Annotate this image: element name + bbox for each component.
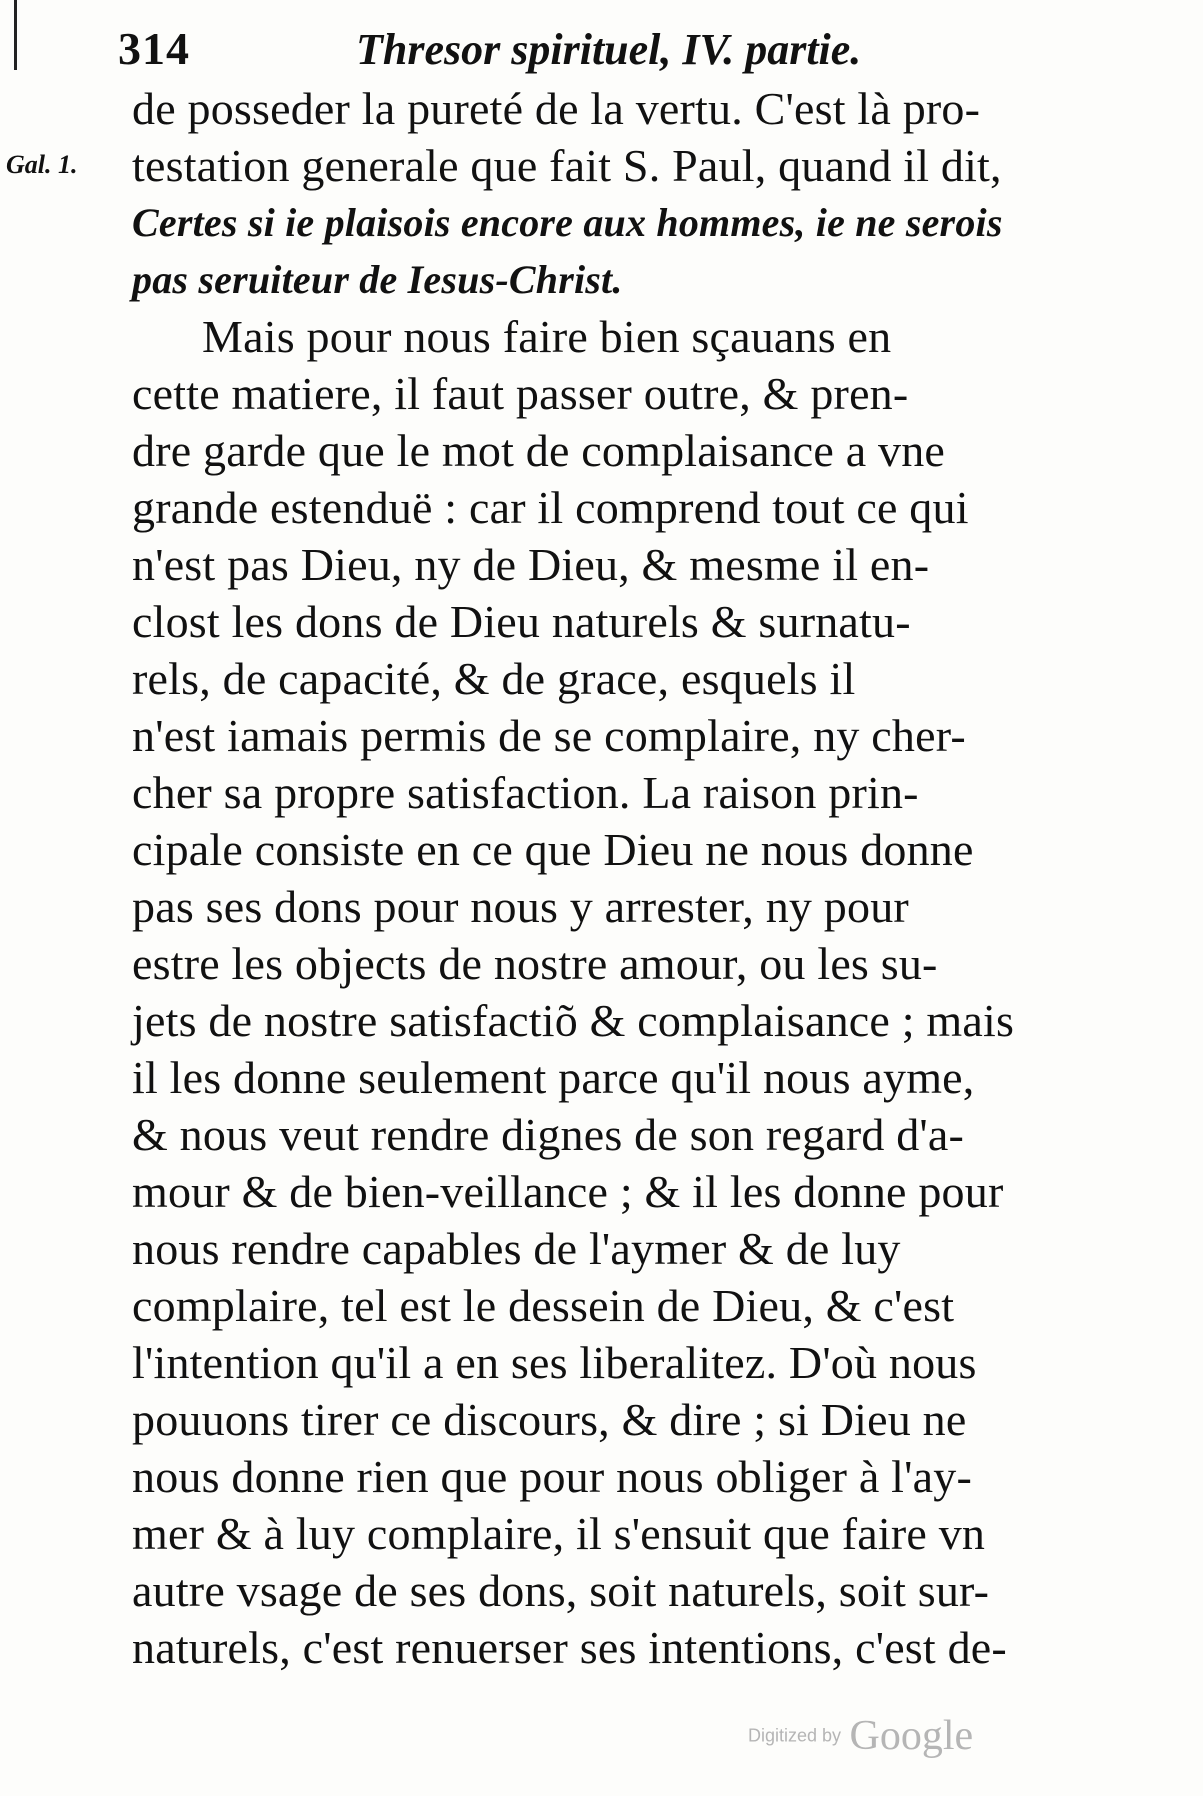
- text-line: nous donne rien que pour nous obliger à l'ay-: [132, 1451, 972, 1502]
- text-line: rels, de capacité, & de grace, esquels il: [132, 653, 856, 704]
- watermark-prefix: Digitized by: [748, 1725, 842, 1746]
- text-line: jets de nostre satisfactiõ & complaisance ; mais: [132, 995, 1015, 1046]
- text-line: mour & de bien-veillance ; & il les donne pour: [132, 1166, 1004, 1217]
- digitization-watermark: [748, 1712, 973, 1760]
- quotation-line: pas seruiteur de Iesus-Christ.: [132, 257, 623, 302]
- watermark-brand: Google: [849, 1713, 974, 1759]
- text-line: il les donne seulement parce qu'il nous ayme,: [132, 1052, 975, 1103]
- text-line: pouuons tirer ce discours, & dire ; si Dieu ne: [132, 1394, 967, 1445]
- text-line: nous rendre capables de l'aymer & de luy: [132, 1223, 901, 1274]
- text-line: clost les dons de Dieu naturels & surnatu-: [132, 596, 911, 647]
- text-line: n'est iamais permis de se complaire, ny cher-: [132, 710, 966, 761]
- text-line: cette matiere, il faut passer outre, & pren-: [132, 368, 909, 419]
- text-line: de posseder la pureté de la vertu. C'est là pro-: [132, 83, 981, 134]
- body-text: [132, 80, 1082, 1676]
- text-line: estre les objects de nostre amour, ou les su-: [132, 938, 938, 989]
- page-number: 314: [118, 23, 190, 74]
- text-line: cipale consiste en ce que Dieu ne nous donne: [132, 824, 974, 875]
- margin-note: Gal. 1.: [6, 150, 78, 179]
- text-line: n'est pas Dieu, ny de Dieu, & mesme il en-: [132, 539, 930, 590]
- text-line: cher sa propre satisfaction. La raison prin-: [132, 767, 919, 818]
- text-line: testation generale que fait S. Paul, quand il dit,: [132, 140, 1002, 191]
- text-line: autre vsage de ses dons, soit naturels, soit sur-: [132, 1565, 990, 1616]
- text-line: dre garde que le mot de complaisance a vne: [132, 425, 946, 476]
- quotation-line: Certes si ie plaisois encore aux hommes, ie ne serois: [132, 200, 1003, 245]
- left-margin-rule: [14, 0, 17, 70]
- text-line: pas ses dons pour nous y arrester, ny pour: [132, 881, 909, 932]
- paragraph-start-line: Mais pour nous faire bien sçauans en: [202, 311, 892, 362]
- text-line: complaire, tel est le dessein de Dieu, & c'est: [132, 1280, 955, 1331]
- text-line: mer & à luy complaire, il s'ensuit que faire vn: [132, 1508, 986, 1559]
- running-head: Thresor spirituel, IV. partie.: [356, 25, 862, 74]
- text-line: l'intention qu'il a en ses liberalitez. D'où nous: [132, 1337, 977, 1388]
- text-line: grande estenduë : car il comprend tout ce qui: [132, 482, 969, 533]
- text-line: naturels, c'est renuerser ses intentions, c'est de-: [132, 1622, 1007, 1673]
- text-line: & nous veut rendre dignes de son regard d'a-: [132, 1109, 965, 1160]
